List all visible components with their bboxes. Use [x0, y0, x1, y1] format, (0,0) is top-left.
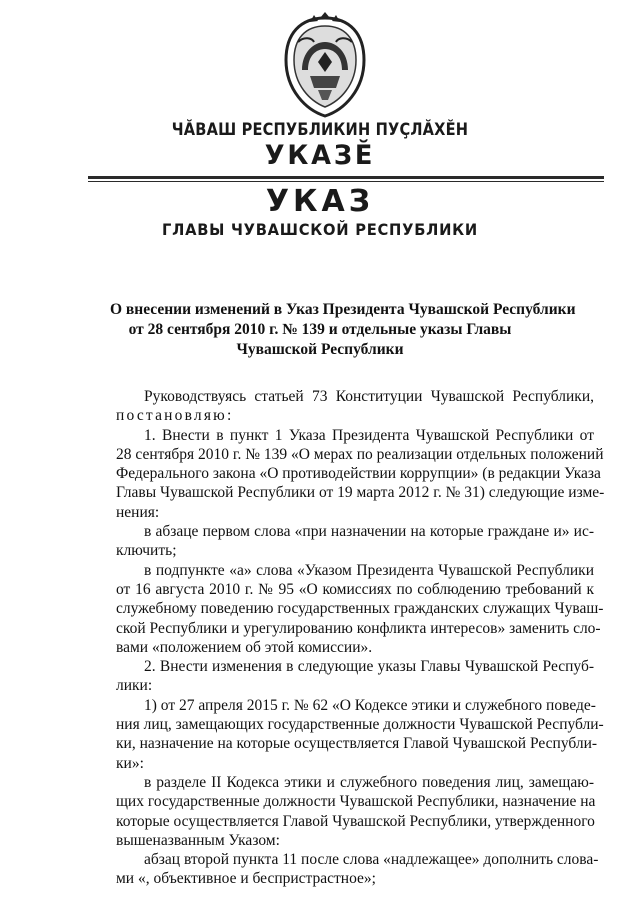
emblem-icon	[280, 12, 370, 120]
body-line: ки»:	[116, 754, 144, 772]
body-line: от 16 августа 2010 г. № 95 «О комиссиях по соблюдению требований к	[116, 580, 594, 598]
body-line: в подпункте «а» слова «Указом Президента Чувашской Республики	[144, 561, 594, 579]
body-line: постановляю:	[116, 407, 234, 425]
body-line: нения:	[116, 503, 160, 521]
body-line: Федерального закона «О противодействии коррупции» (в редакции Указа	[116, 465, 601, 483]
body-line: 1. Внести в пункт 1 Указа Президента Чувашской Республики от	[144, 426, 594, 444]
body-line: лики:	[116, 677, 153, 695]
body-line: вами «положением об этой комиссии».	[116, 638, 373, 656]
body-line: Руководствуясь статьей 73 Конституции Чувашской Республики,	[144, 388, 594, 405]
document-body	[116, 387, 605, 889]
body-line: в разделе II Кодекса этики и служебного поведения лиц, замещаю-	[144, 773, 594, 791]
body-line: ки, назначение на которые осуществляется Главой Чувашской Республи-	[116, 735, 598, 753]
header-divider-thin	[88, 181, 604, 182]
body-line: 2. Внести изменения в следующие указы Главы Чувашской Респуб-	[144, 658, 594, 676]
body-line: ния лиц, замещающих государственные должности Чувашской Республи-	[116, 716, 604, 734]
title-line: О внесении изменений в Указ Президента Чувашской Республики	[110, 301, 576, 318]
body-line: служебному поведению государственных гражданских служащих Чуваш-	[116, 600, 604, 618]
body-line: ключить;	[116, 542, 177, 560]
body-line: щих государственные должности Чувашской Республики, назначение на	[116, 793, 596, 811]
body-line: Главы Чувашской Республики от 19 марта 2012 г. № 31) следующие изме-	[116, 484, 605, 502]
body-line: вышеназванным Указом:	[116, 831, 280, 849]
document-title	[110, 300, 576, 360]
russian-header-line-2: ГЛАВЫ ЧУВАШСКОЙ РЕСПУБЛИКИ	[161, 220, 478, 239]
body-line: которые осуществляется Главой Чувашской Республики, утвержденного	[116, 812, 595, 830]
body-line: ской Республики и урегулированию конфликта интересов» заменить сло-	[116, 619, 601, 637]
body-line: абзац второй пункта 11 после слова «надлежащее» дополнить слова-	[144, 851, 599, 869]
russian-header-line-1: УКАЗ	[265, 184, 375, 219]
body-line: ми «, объективное и беспристрастное»;	[116, 870, 376, 888]
title-line: от 28 сентября 2010 г. № 139 и отдельные указы Главы	[128, 321, 512, 338]
body-line: в абзаце первом слова «при назначении на которые граждане и» ис-	[144, 523, 594, 541]
chuvash-header-line-2: УКАЗĔ	[264, 140, 376, 171]
body-line: 28 сентября 2010 г. № 139 «О мерах по реализации отдельных положений	[116, 445, 604, 463]
chuvash-header-line-1: ЧĂВАШ РЕСПУБЛИКИН ПУÇЛĂХĔН	[171, 120, 469, 140]
title-line: Чувашской Республики	[236, 341, 404, 358]
body-line: 1) от 27 апреля 2015 г. № 62 «О Кодексе этики и служебного поведе-	[144, 696, 596, 714]
header-divider-thick	[88, 176, 604, 179]
